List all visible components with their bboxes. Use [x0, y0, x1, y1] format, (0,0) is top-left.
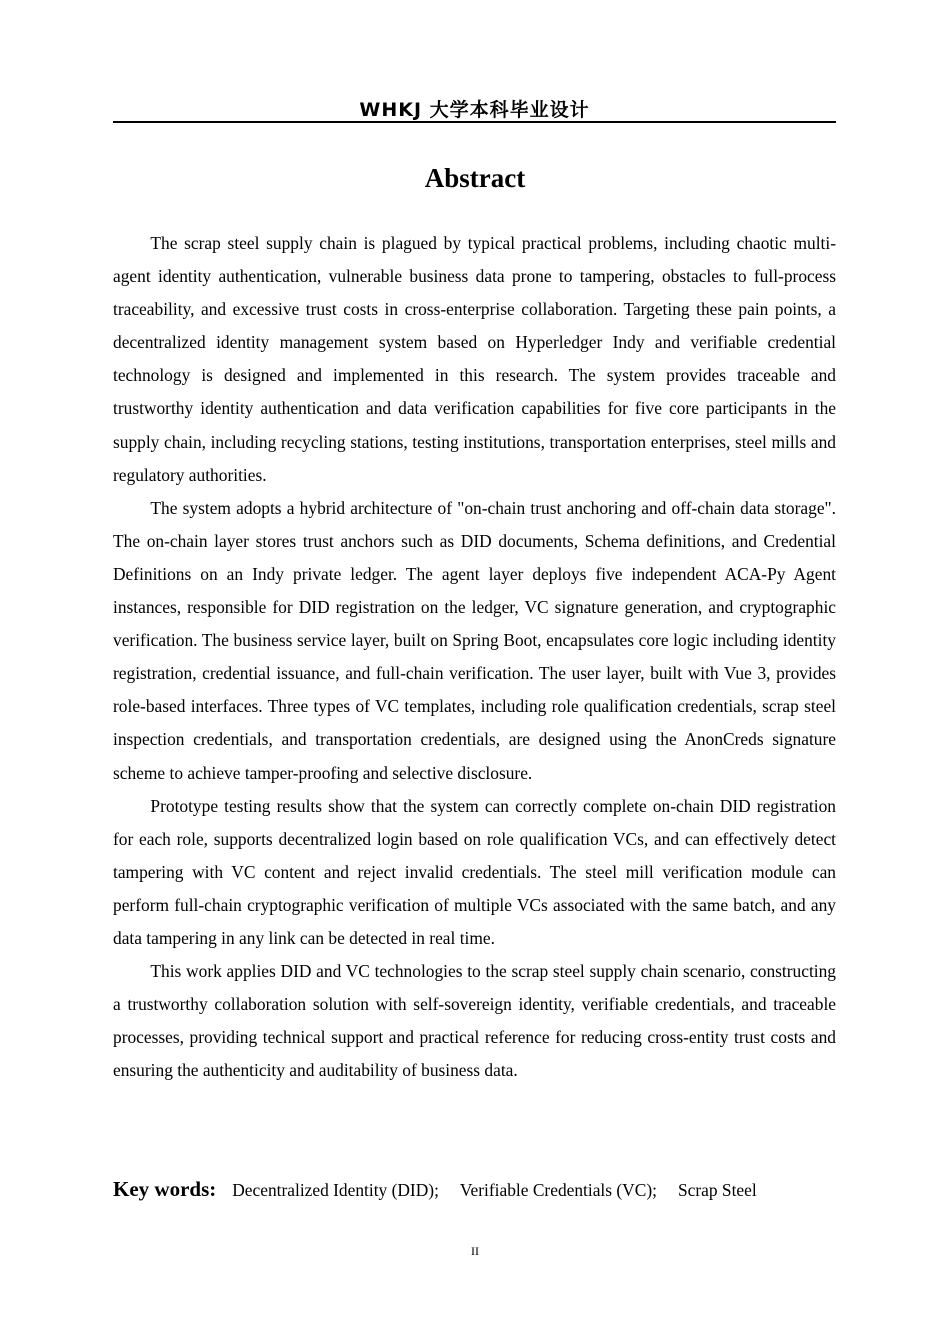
keyword-1: Decentralized Identity (DID);: [232, 1180, 439, 1200]
abstract-title: Abstract: [424, 163, 526, 193]
abstract-body: [113, 227, 836, 1087]
keywords-line: [113, 1177, 853, 1202]
abstract-paragraph-2: The system adopts a hybrid architecture of "on-chain trust anchoring and off-chain data storage". The on-chain layer stores trust anchors such as DID documents, Schema definitions, and Credential Definitions on an Indy private ledger. The agent layer deploys five independent ACA-Py Agent instances, responsible for DID registration on the ledger, VC signature generation, and cryptographic verification. The business service layer, built on Spring Boot, encapsulates core logic including identity registration, credential issuance, and full-chain verification. The user layer, built with Vue 3, provides role-based interfaces. Three types of VC templates, including role qualification credentials, scrap steel inspection credentials, and transportation credentials, are designed using the AnonCreds signature scheme to achieve tamper-proofing and selective disclosure.: [113, 497, 836, 783]
keyword-3: Scrap Steel: [677, 1180, 757, 1200]
page-header: [113, 92, 836, 123]
keyword-2: Verifiable Credentials (VC);: [459, 1180, 657, 1200]
abstract-paragraph-1: The scrap steel supply chain is plagued by typical practical problems, including chaotic multi-agent identity authentication, vulnerable business data prone to tampering, obstacles to full-process traceability, and excessive trust costs in cross-enterprise collaboration. Targeting these pain points, a decentralized identity management system based on Hyperledger Indy and verifiable credential technology is designed and implemented in this research. The system provides traceable and trustworthy identity authentication and data verification capabilities for five core participants in the supply chain, including recycling stations, testing institutions, transportation enterprises, steel mills and regulatory authorities.: [113, 233, 836, 485]
header-text: WHKJ 大学本科毕业设计: [359, 99, 590, 121]
page-number: II: [471, 1244, 479, 1258]
keywords-label: Key words:: [113, 1177, 217, 1201]
abstract-paragraph-4: This work applies DID and VC technologies to the scrap steel supply chain scenario, constructing a trustworthy collaboration solution with self-sovereign identity, verifiable credentials, and traceable processes, providing technical support and practical reference for reducing cross-entity trust costs and ensuring the authenticity and auditability of business data.: [113, 961, 836, 1081]
abstract-paragraph-3: Prototype testing results show that the system can correctly complete on-chain DID registration for each role, supports decentralized login based on role qualification VCs, and can effectively detect tampering with VC content and reject invalid credentials. The steel mill verification module can perform full-chain cryptographic verification of multiple VCs associated with the same batch, and any data tampering in any link can be detected in real time.: [113, 795, 836, 948]
